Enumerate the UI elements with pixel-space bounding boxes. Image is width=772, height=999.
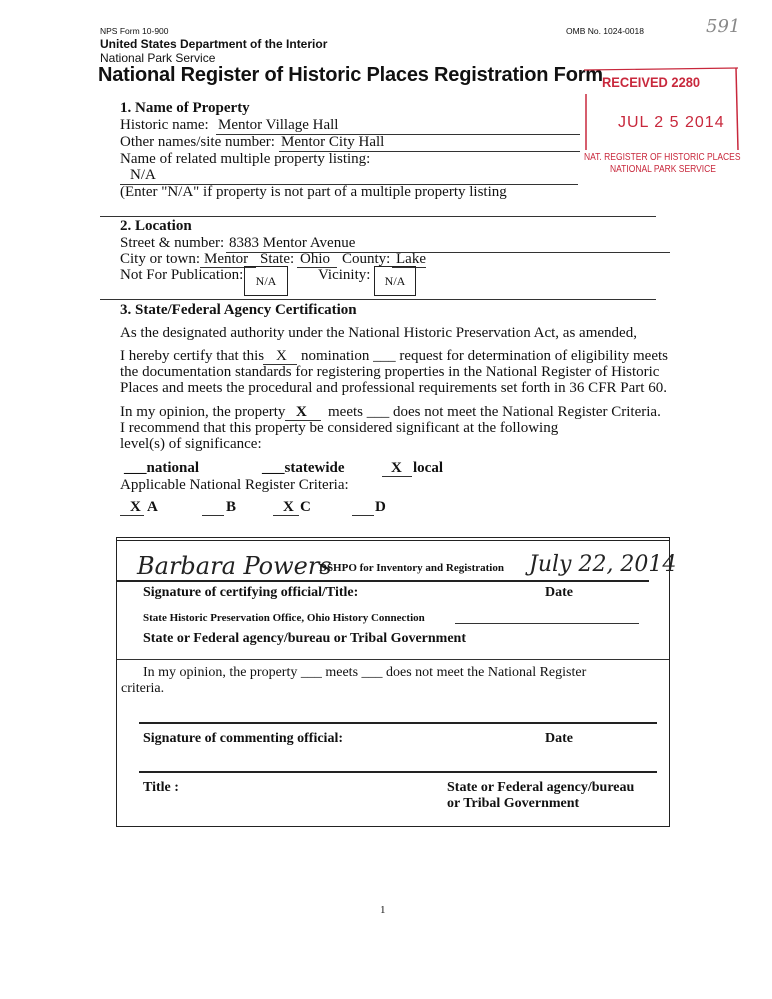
opinion-rest: meets ___ does not meet the National Register Criteria. xyxy=(328,404,661,420)
vicinity-box: N/A xyxy=(374,266,416,296)
criteria-b-line xyxy=(202,515,224,516)
certifying-agency-label: State or Federal agency/bureau or Tribal Government xyxy=(143,631,467,646)
stamp-date: JUL 2 5 2014 xyxy=(618,114,725,131)
commenting-official-label: Signature of commenting official: xyxy=(143,731,343,746)
commenting-agency-line1: State or Federal agency/bureau xyxy=(447,780,635,795)
criteria-label: Applicable National Register Criteria: xyxy=(120,477,349,493)
certifying-signature: Barbara Powers xyxy=(137,552,332,580)
multiple-listing-note: (Enter "N/A" if property is not part of a multiple property listing xyxy=(120,184,507,200)
recommend-line1: I recommend that this property be considered significant at the following xyxy=(120,420,559,436)
criteria-d-letter: D xyxy=(375,499,386,515)
level-local-mark: X xyxy=(391,460,402,476)
form-title: National Register of Historic Places Registration Form xyxy=(98,64,603,86)
stamp-register-text: NAT. REGISTER OF HISTORIC PLACES xyxy=(584,152,741,163)
commenting-signature-line xyxy=(139,722,657,724)
other-names-label: Other names/site number: xyxy=(120,134,275,150)
signature-box xyxy=(116,537,677,827)
authority-statement: As the designated authority under the National Historic Preservation Act, as amended, xyxy=(120,325,637,341)
vicinity-label: Vicinity: xyxy=(318,267,371,283)
service-name: National Park Service xyxy=(100,51,216,65)
office-name: State Historic Preservation Office, Ohio History Connection xyxy=(143,612,425,624)
county-label: County: xyxy=(342,251,391,267)
certifying-date: July 22, 2014 xyxy=(529,552,677,577)
omb-number: OMB No. 1024-0018 xyxy=(566,26,644,36)
certify-line3: Places and meets the procedural and professional requirements set forth in 36 CFR Part 60. xyxy=(120,380,667,396)
certify-rest: nomination ___ request for determination of eligibility meets xyxy=(301,348,669,364)
not-for-publication-box: N/A xyxy=(244,266,288,296)
level-local-line xyxy=(382,476,412,477)
comment-opinion-line1: In my opinion, the property ___ meets ___ does not meet the National Register xyxy=(143,665,587,680)
criteria-a-line xyxy=(120,515,144,516)
title-line xyxy=(139,771,657,773)
county-value: Lake xyxy=(396,251,426,267)
department-name: United States Department of the Interior xyxy=(100,37,328,51)
certifying-official-label: Signature of certifying official/Title: xyxy=(143,585,359,600)
recommend-line2: level(s) of significance: xyxy=(120,436,262,452)
certifying-date-label: Date xyxy=(545,585,573,600)
not-for-publication-label: Not For Publication: xyxy=(120,267,244,283)
level-local: local xyxy=(413,460,443,476)
section2-divider xyxy=(100,299,656,300)
section1-heading: 1. Name of Property xyxy=(120,100,250,116)
comment-opinion-line2: criteria. xyxy=(121,681,165,696)
certify-prefix: I hereby certify that this xyxy=(120,348,265,364)
criteria-d-line xyxy=(352,515,374,516)
certify-line2: the documentation standards for registering properties in the National Register of Historic xyxy=(120,364,660,380)
title-label: Title : xyxy=(143,780,179,795)
city-label: City or town: xyxy=(120,251,201,267)
opinion-meets-mark: X xyxy=(296,404,307,420)
opinion-prefix: In my opinion, the property xyxy=(120,404,286,420)
stamp-service-text: NATIONAL PARK SERVICE xyxy=(610,164,716,175)
historic-name-value: Mentor Village Hall xyxy=(218,117,339,133)
street-label: Street & number: xyxy=(120,235,225,251)
stamp-received-text: RECEIVED 2280 xyxy=(602,74,701,90)
state-label: State: xyxy=(260,251,295,267)
historic-name-label: Historic name: xyxy=(120,117,209,133)
section2-heading: 2. Location xyxy=(120,218,192,234)
level-national: ___national xyxy=(124,460,200,476)
other-names-value: Mentor City Hall xyxy=(281,134,385,150)
handwritten-page-mark: 591 xyxy=(706,16,741,37)
sigbox-inner-top-line xyxy=(117,540,669,541)
certify-nomination-mark: X xyxy=(276,348,287,364)
criteria-b-letter: B xyxy=(226,499,237,515)
street-value: 8383 Mentor Avenue xyxy=(229,235,356,251)
criteria-c-mark: X xyxy=(283,499,294,515)
commenting-agency-line2: or Tribal Government xyxy=(447,796,580,811)
certifying-signature-line xyxy=(117,580,649,582)
state-value: Ohio xyxy=(300,251,330,267)
criteria-c-line xyxy=(273,515,299,516)
level-statewide: ___statewide xyxy=(262,460,345,476)
related-listing-label: Name of related multiple property listing: xyxy=(120,151,371,167)
section3-heading: 3. State/Federal Agency Certification xyxy=(120,302,357,318)
office-line xyxy=(455,623,639,624)
official-title: DSHPO for Inventory and Registration xyxy=(319,562,504,574)
criteria-c-letter: C xyxy=(300,499,311,515)
related-listing-value: N/A xyxy=(130,167,156,183)
sigbox-divider xyxy=(117,659,669,660)
city-value: Mentor xyxy=(204,251,249,267)
form-number: NPS Form 10-900 xyxy=(100,26,169,36)
section1-divider xyxy=(100,216,656,217)
commenting-date-label: Date xyxy=(545,731,573,746)
criteria-a-mark: X xyxy=(130,499,141,515)
page-number: 1 xyxy=(380,904,386,916)
received-stamp xyxy=(580,64,742,174)
criteria-a-letter: A xyxy=(147,499,158,515)
